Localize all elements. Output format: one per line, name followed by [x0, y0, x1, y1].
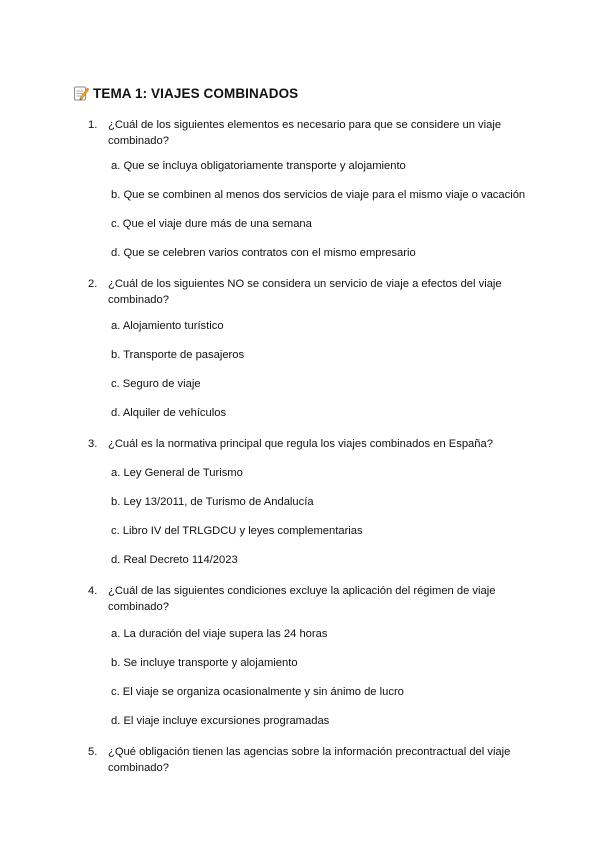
option-1b: b. Que se combinen al menos dos servicios de viaje para el mismo viaje o vacación — [111, 189, 526, 201]
option-2b: b. Transporte de pasajeros — [111, 349, 245, 361]
question-number: 2. — [88, 278, 98, 290]
option-2c: c. Seguro de viaje — [111, 378, 201, 390]
option-3c: c. Libro IV del TRLGDCU y leyes complementarias — [111, 525, 363, 537]
question-number: 5. — [88, 746, 98, 758]
option-4a: a. La duración del viaje supera las 24 horas — [111, 628, 328, 640]
question-text: ¿Cuál de los siguientes NO se considera un servicio de viaje a efectos del viaje combinado? — [108, 278, 502, 306]
option-1a: a. Que se incluya obligatoriamente transporte y alojamiento — [111, 160, 406, 172]
option-2a: a. Alojamiento turístico — [111, 320, 224, 332]
question-text: ¿Qué obligación tienen las agencias sobre la información precontractual del viaje combinado? — [108, 746, 511, 774]
option-1c: c. Que el viaje dure más de una semana — [111, 218, 312, 230]
question-text: ¿Cuál de los siguientes elementos es necesario para que se considere un viaje combinado? — [108, 119, 502, 147]
question-text: ¿Cuál de las siguientes condiciones excluye la aplicación del régimen de viaje combinado? — [108, 585, 496, 613]
option-3b: b. Ley 13/2011, de Turismo de Andalucía — [111, 496, 314, 508]
title-text: TEMA 1: VIAJES COMBINADOS — [93, 85, 299, 101]
question-text: ¿Cuál es la normativa principal que regula los viajes combinados en España? — [108, 438, 493, 450]
option-1d: d. Que se celebren varios contratos con el mismo empresario — [111, 247, 416, 259]
option-4d: d. El viaje incluye excursiones programadas — [111, 715, 330, 727]
question-number: 4. — [88, 585, 98, 597]
option-4b: b. Se incluye transporte y alojamiento — [111, 657, 298, 669]
memo-pencil-icon — [73, 85, 89, 101]
question-number: 3. — [88, 438, 98, 450]
option-4c: c. El viaje se organiza ocasionalmente y sin ánimo de lucro — [111, 686, 404, 698]
question-number: 1. — [88, 119, 98, 131]
option-3a: a. Ley General de Turismo — [111, 467, 243, 479]
option-2d: d. Alquiler de vehículos — [111, 407, 227, 419]
document-title — [73, 85, 298, 101]
option-3d: d. Real Decreto 114/2023 — [111, 554, 238, 566]
